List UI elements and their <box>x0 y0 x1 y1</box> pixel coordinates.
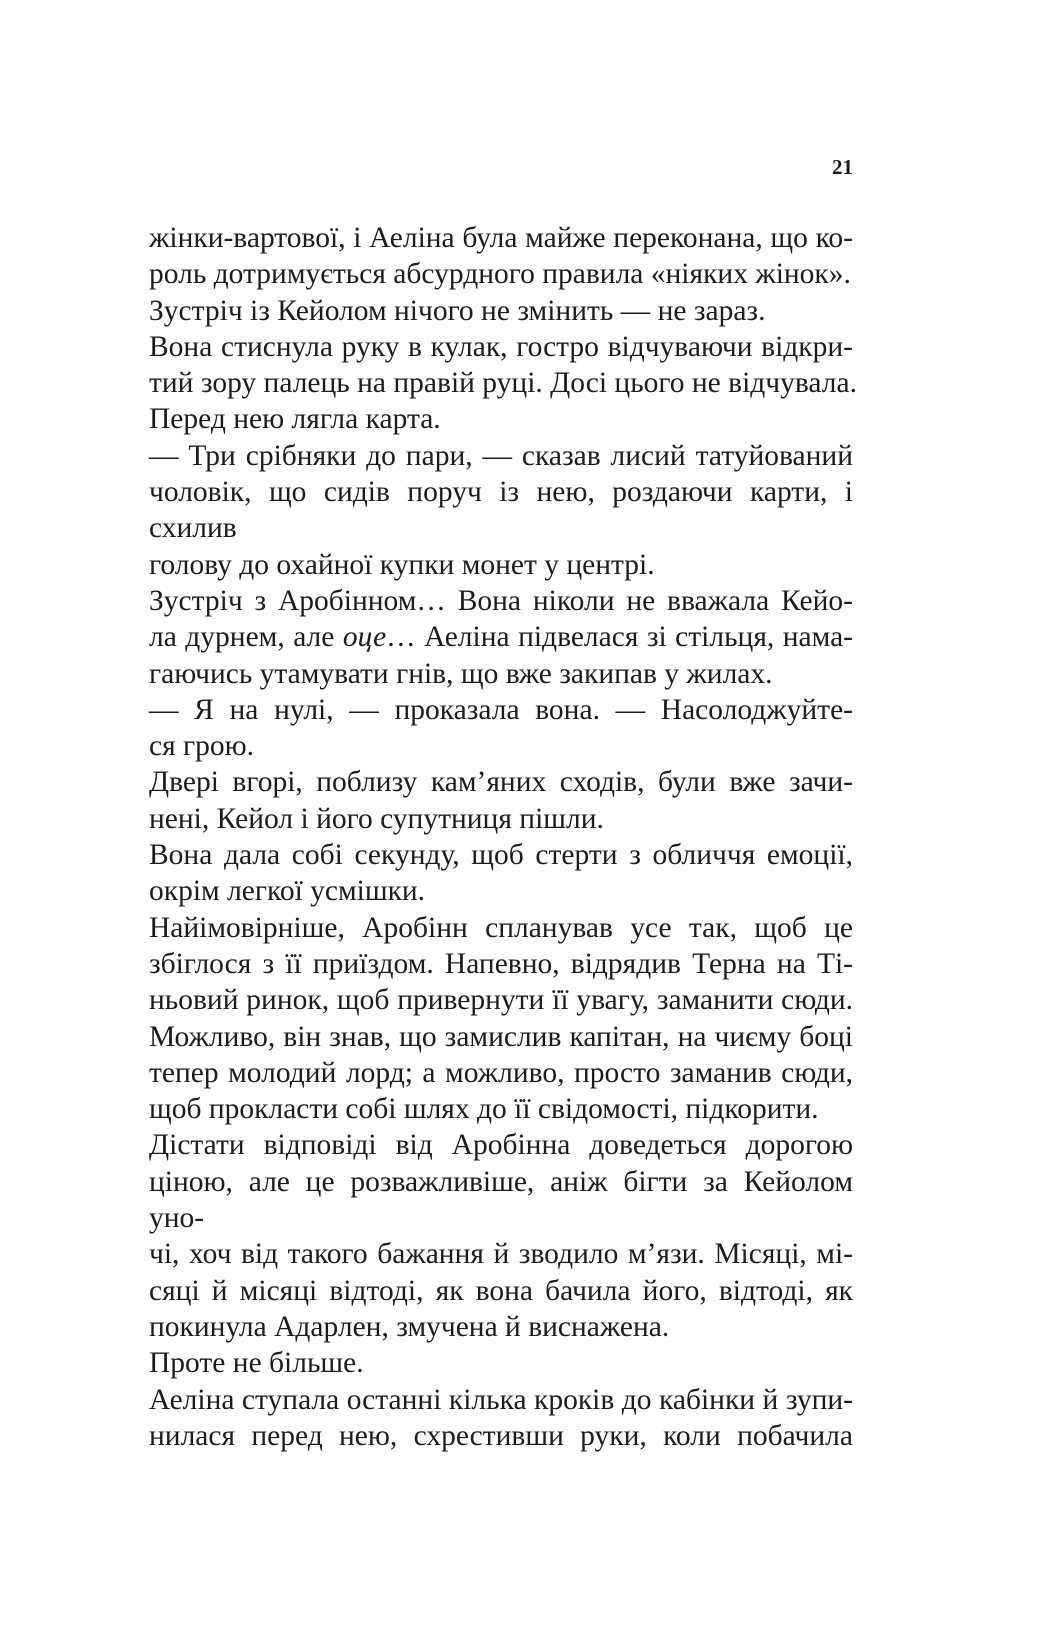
text-line: нилася перед нею, схрестивши руки, коли побачила <box>149 1419 853 1452</box>
text-line: окрім легкої усмішки. <box>149 875 426 908</box>
paragraph <box>149 692 853 765</box>
text-line: покинула Адарлен, змучена й виснажена. <box>149 1310 670 1343</box>
text-line: щоб прокласти собі шлях до її свідомості, підкорити. <box>149 1093 819 1126</box>
text-line: Аеліна ступала останні кілька кроків до кабінки й зупи- <box>149 1383 853 1416</box>
text-line: Проте не більше. <box>149 1347 364 1380</box>
text-line: чоловік, що сидів поруч із нею, роздаючи карти, і схилив <box>149 476 853 545</box>
text-line <box>149 619 853 655</box>
text-line: Вона дала собі секунду, щоб стерти з обличчя емоції, <box>149 839 853 872</box>
text-line: тепер молодий лорд; а можливо, просто заманив сюди, <box>149 1056 853 1089</box>
text-line: голову до охайної купки монет у центрі. <box>149 548 655 581</box>
text-line: Вона стиснула руку в кулак, гостро відчуваючи відкри- <box>149 330 853 363</box>
paragraph <box>149 1345 853 1381</box>
paragraph <box>149 293 853 329</box>
paragraph <box>149 438 853 583</box>
text-fragment: ла дурнем, але <box>149 621 335 654</box>
text-line: — Три срібняки до пари, — сказав лисий татуйований <box>149 439 853 472</box>
text-line: тий зору палець на правій руці. Досі цього не відчувала. <box>149 367 857 400</box>
text-line: — Я на нулі, — проказала вона. — Насолоджуйте- <box>149 693 853 726</box>
paragraph <box>149 837 853 910</box>
text-line: нені, Кейол і його супутниця пішли. <box>149 802 604 835</box>
text-line: збіглося з її приїздом. Напевно, відрядив Терна на Ті- <box>149 947 853 980</box>
text-line: сяці й місяці відтоді, як вона бачила його, відтоді, як <box>149 1274 853 1307</box>
page-number: 21 <box>832 155 853 179</box>
paragraph <box>149 764 853 837</box>
text-line: жінки-вартової, і Аеліна була майже переконана, що ко- <box>149 222 853 254</box>
text-line: Перед нею лягла карта. <box>149 403 441 436</box>
italic-word: оце <box>342 621 387 654</box>
paragraph <box>149 401 853 437</box>
paragraph <box>149 220 853 293</box>
text-line: Зустріч із Кейолом нічого не змінить — не зараз. <box>149 294 766 327</box>
paragraph <box>149 1127 853 1345</box>
text-line: ньовий ринок, щоб привернути її увагу, заманити сюди. <box>149 984 853 1017</box>
text-line: Найімовірніше, Аробінн спланував усе так, щоб це <box>149 911 853 944</box>
paragraph <box>149 329 857 402</box>
text-line: гаючись утамувати гнів, що вже закипав у жилах. <box>149 657 773 690</box>
text-fragment: … Аеліна підвелася зі стільця, нама- <box>386 621 854 654</box>
text-body <box>149 220 857 1454</box>
text-line: роль дотримується абсурдного правила «ніяких жінок». <box>149 258 851 291</box>
text-line: ціною, але це розважливіше, аніж бігти за Кейолом уно- <box>149 1165 853 1235</box>
text-line: Можливо, він знав, що замислив капітан, на чиєму боці <box>149 1020 853 1053</box>
text-line: Зустріч з Аробінном… Вона ніколи не вважала Кейо- <box>149 584 853 617</box>
text-line: Двері вгорі, поблизу кам’яних сходів, були вже зачи- <box>149 766 853 799</box>
text-line: ся грою. <box>149 730 255 763</box>
paragraph <box>149 1382 853 1455</box>
paragraph <box>149 910 853 1128</box>
text-line: Дістати відповіді від Аробінна доведеться дорогою <box>149 1129 853 1162</box>
paragraph <box>149 583 853 692</box>
text-line: чі, хоч від такого бажання й зводило м’язи. Місяці, мі- <box>149 1238 853 1271</box>
